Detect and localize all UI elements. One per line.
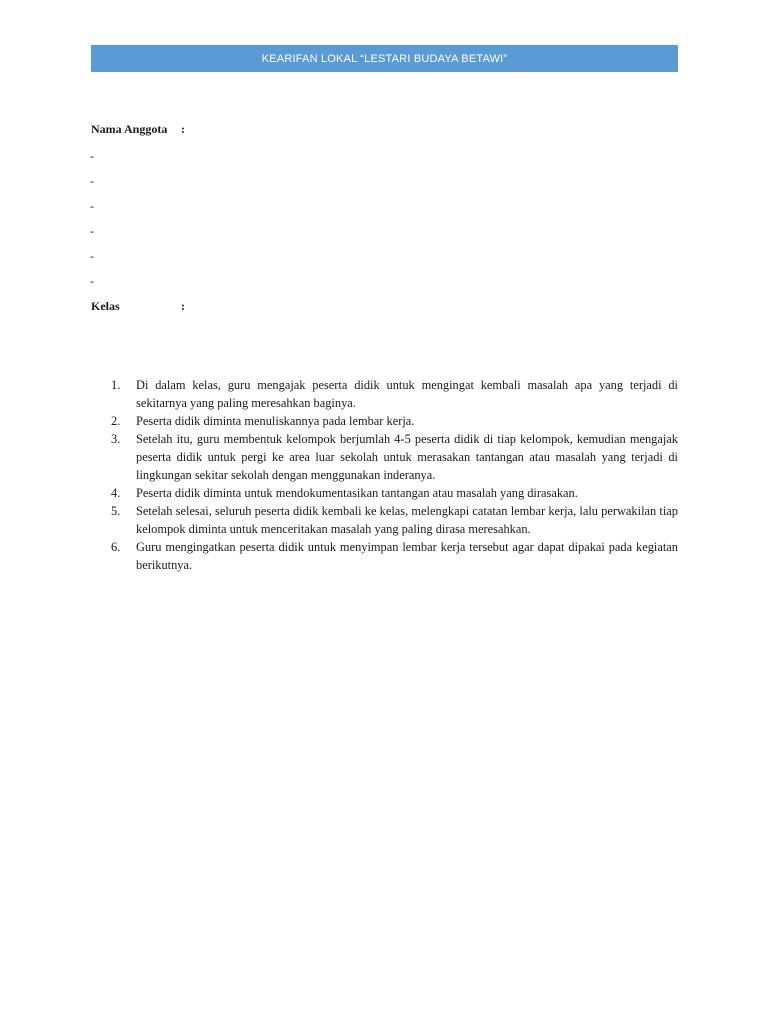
member-line-2: - (90, 174, 94, 188)
step-number: 5. (111, 504, 121, 518)
step-text: Peserta didik diminta menuliskannya pada lembar kerja. (136, 414, 415, 428)
list-item (111, 484, 678, 502)
members-label: Nama Anggota (91, 122, 168, 136)
list-item (111, 412, 678, 430)
member-line-1: - (90, 149, 94, 163)
step-text: Guru mengingatkan peserta didik untuk menyimpan lembar kerja tersebut agar dapat dipakai pada kegiatan berikutnya. (136, 540, 678, 572)
step-number: 6. (111, 540, 121, 554)
list-item (111, 538, 678, 574)
step-number: 2. (111, 414, 121, 428)
member-line-5: - (90, 249, 94, 263)
step-text: Setelah selesai, seluruh peserta didik kembali ke kelas, melengkapi catatan lembar kerja, lalu perwakilan tiap kelompok diminta untuk menceritakan masalah yang paling dirasa meresahkan. (136, 504, 678, 536)
step-number: 1. (111, 378, 121, 392)
list-item (111, 430, 678, 484)
step-text: Peserta didik diminta untuk mendokumentasikan tantangan atau masalah yang dirasakan. (136, 486, 578, 500)
class-colon: : (181, 299, 185, 313)
step-text: Setelah itu, guru membentuk kelompok berjumlah 4-5 peserta didik di tiap kelompok, kemudian mengajak peserta didik untuk pergi ke area luar sekolah untuk merasakan tantangan atau masalah yang terjadi di lingkungan sekitar sekolah dengan menggunakan inderanya. (136, 432, 678, 482)
list-item (111, 376, 678, 412)
list-item (111, 502, 678, 538)
title-banner (91, 45, 678, 72)
step-number: 3. (111, 432, 121, 446)
step-number: 4. (111, 486, 121, 500)
member-line-4: - (90, 224, 94, 238)
activity-steps-list (111, 376, 678, 574)
members-colon: : (181, 122, 185, 136)
page-title: KEARIFAN LOKAL “LESTARI BUDAYA BETAWI” (261, 52, 508, 65)
members-field (91, 122, 185, 137)
member-line-3: - (90, 199, 94, 213)
class-field (91, 299, 185, 314)
member-line-6: - (90, 274, 94, 288)
step-text: Di dalam kelas, guru mengajak peserta didik untuk mengingat kembali masalah apa yang terjadi di sekitarnya yang paling meresahkan baginya. (136, 378, 678, 410)
class-label: Kelas (91, 299, 120, 313)
